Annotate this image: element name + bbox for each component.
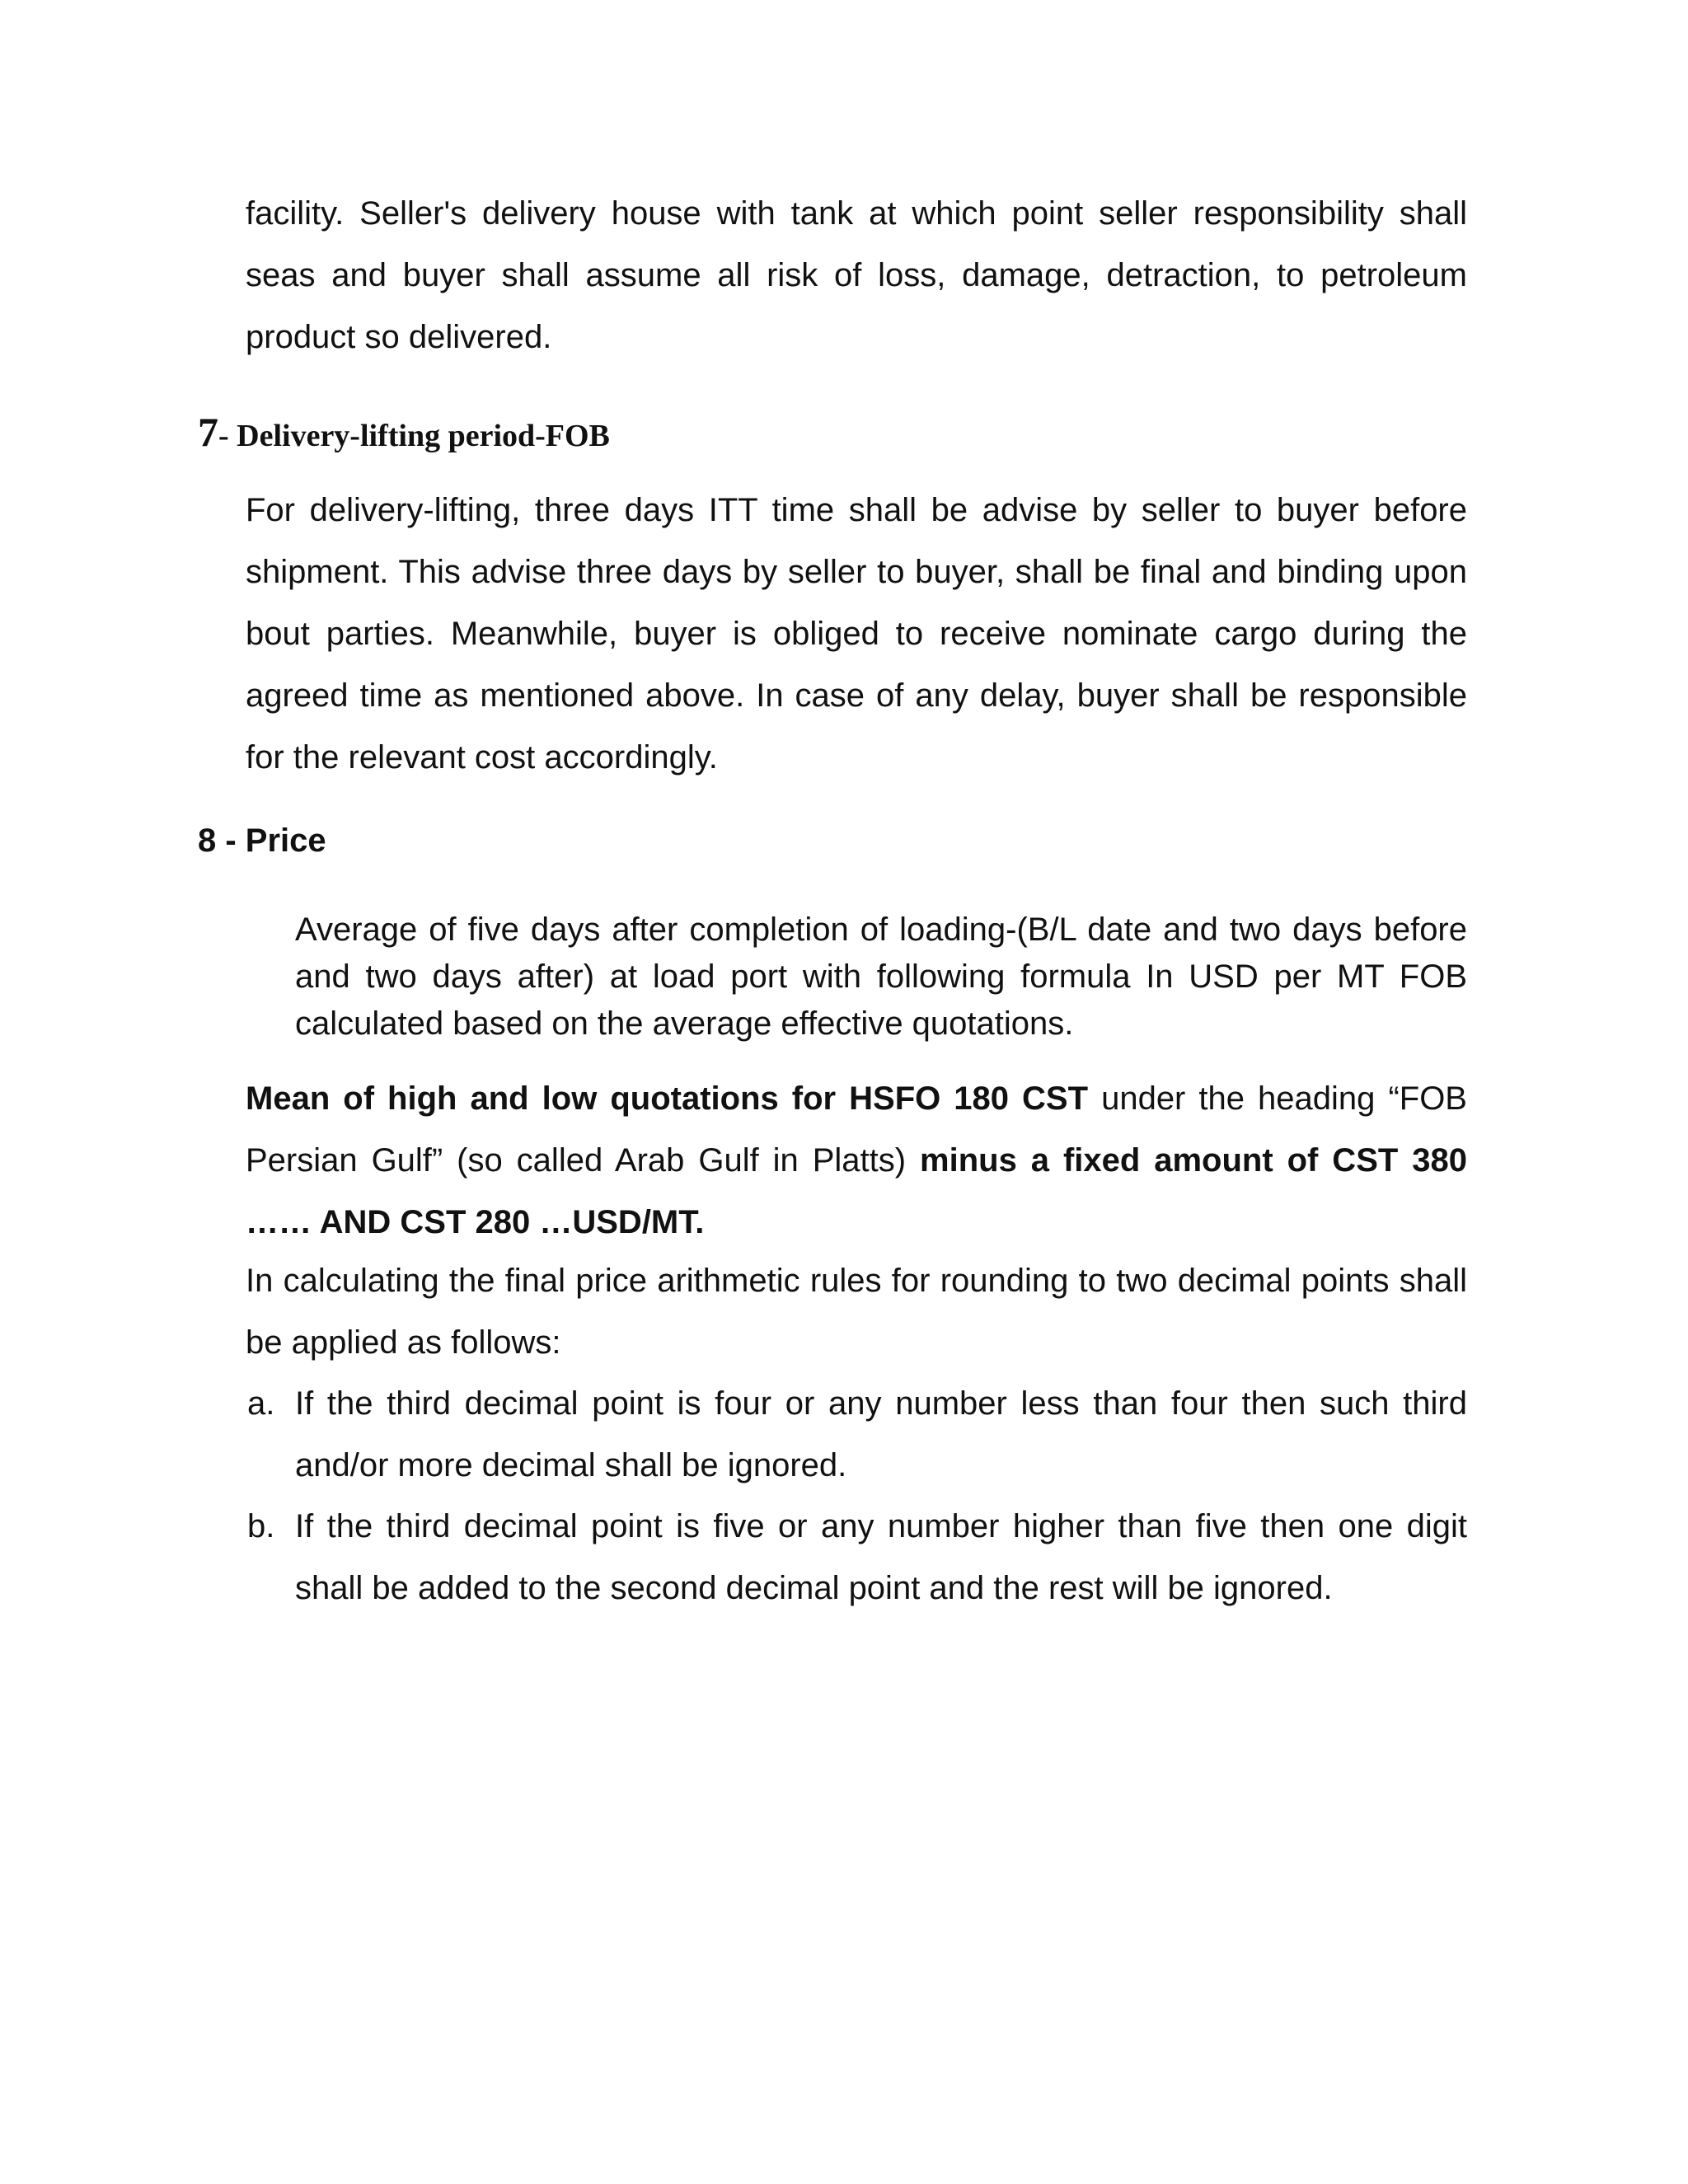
section-7-body-paragraph: For delivery-lifting, three days ITT time shall be advise by seller to buyer before shipment. This advise three days by seller to buyer, shall be final and binding upon bout parties. Meanwhile, buyer is obliged to receive nominate cargo during the agreed time as mentioned above. In case of any delay, buyer shall be responsible for the relevant cost accordingly. bbox=[246, 492, 1467, 776]
rounding-rule-item bbox=[247, 1373, 1467, 1497]
formula-bold-mean-quotations: Mean of high and low quotations for HSFO 180 CST bbox=[246, 1080, 1089, 1117]
price-average-paragraph: Average of five days after completion of loading-(B/L date and two days before and two days after) at load port with following formula In USD per MT FOB calculated based on the average effective quotations. bbox=[295, 912, 1467, 1042]
rounding-intro-paragraph: In calculating the final price arithmetic rules for rounding to two decimal points shall be applied as follows: bbox=[246, 1263, 1467, 1361]
section-6-continuation-paragraph: facility. Seller's delivery house with tank at which point seller responsibility shall seas and buyer shall assume all risk of loss, damage, detraction, to petroleum product so delivered. bbox=[246, 195, 1467, 355]
section-7-title: - Delivery-lifting period-FOB bbox=[218, 419, 610, 453]
section-8-heading: 8 - Price bbox=[198, 823, 326, 859]
rule-marker: b. bbox=[247, 1508, 275, 1544]
rule-marker: a. bbox=[247, 1385, 275, 1422]
formula-bold-fixed-amount: minus a fixed amount of CST 380 …… AND CST 280 …USD/MT. bbox=[246, 1142, 1467, 1240]
formula-heading-text: under the heading “FOB Persian Gulf” (so called Arab Gulf in Platts) bbox=[246, 1080, 1467, 1179]
section-7-heading bbox=[198, 408, 610, 456]
price-formula-paragraph bbox=[246, 1068, 1467, 1254]
rounding-rule-item bbox=[247, 1496, 1467, 1619]
rule-text: If the third decimal point is five or any number higher than five then one digit shall be added to the second decimal point and the rest will be ignored. bbox=[295, 1508, 1467, 1606]
rule-text: If the third decimal point is four or any number less than four then such third and/or more decimal shall be ignored. bbox=[295, 1385, 1467, 1483]
section-7-number: 7 bbox=[198, 409, 218, 455]
